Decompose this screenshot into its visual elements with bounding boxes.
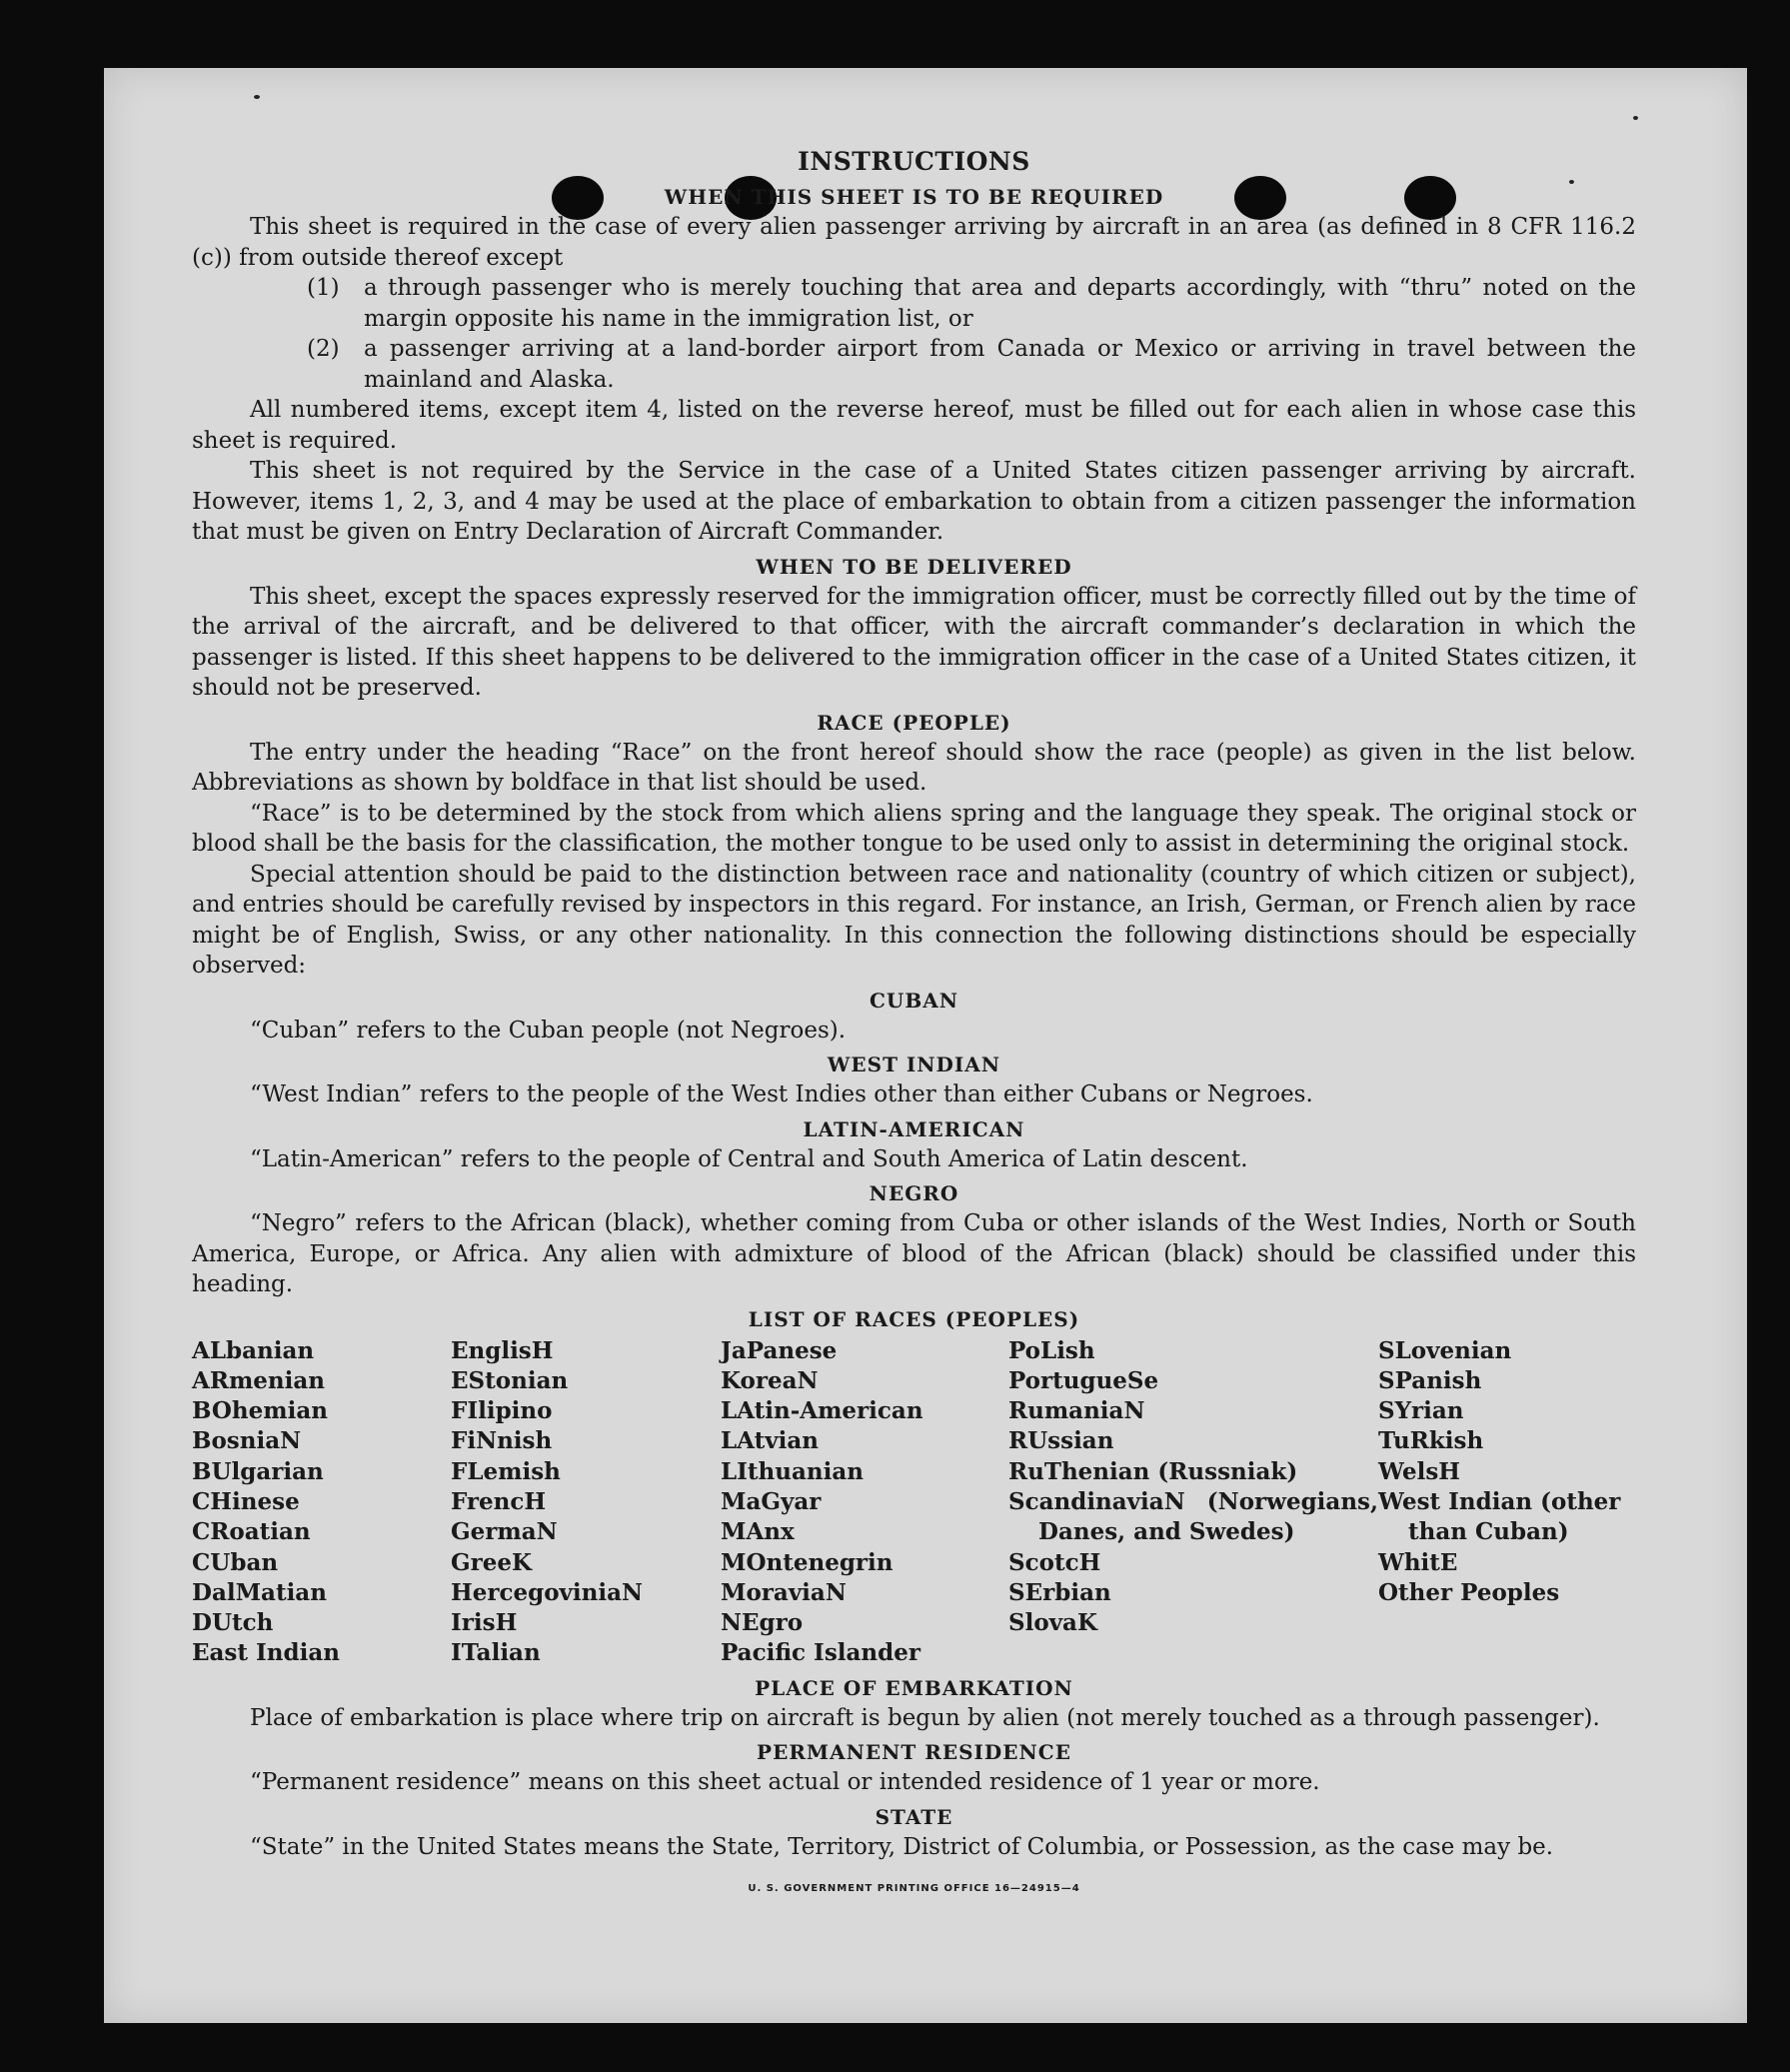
race-entry: SLovenian (1378, 1336, 1512, 1364)
heading-list-of-races: LIST OF RACES (PEOPLES) (748, 1306, 1080, 1331)
race-entry: FLemish (451, 1457, 561, 1485)
race-entry: LAtin-American (721, 1397, 923, 1425)
heading-embarkation: PLACE OF EMBARKATION (755, 1675, 1073, 1700)
paragraph: “West Indian” refers to the people of the West Indies other than either Cubans or Negroes. (250, 1081, 1313, 1107)
heading-west-indian: WEST INDIAN (827, 1052, 1001, 1076)
race-entry: SYrian (1378, 1397, 1464, 1425)
speck (254, 95, 260, 99)
race-entry: LIthuanian (721, 1457, 864, 1485)
paragraph: Special attention should be paid to the distinction between race and nationality (country of which citizen or subject), and entries should be carefully revised by inspectors in this regard. For instance, an Irish, German, or French alien by race might be of English, Swiss, or any other nationality. In this connection the following distinctions should be especially observed: (192, 861, 1636, 979)
race-entry: EStonian (451, 1366, 569, 1394)
race-entry: GreeK (451, 1548, 533, 1576)
race-entry: SErbian (1008, 1578, 1111, 1606)
race-entry: HercegoviniaN (451, 1578, 644, 1606)
race-entry: East Indian (192, 1639, 340, 1667)
heading-when-required: WHEN THIS SHEET IS TO BE REQUIRED (664, 185, 1164, 209)
race-entry: FiNnish (451, 1427, 553, 1455)
races-column (721, 1336, 1008, 1669)
paragraph: “Latin-American” refers to the people of Central and South America of Latin descent. (250, 1145, 1248, 1172)
races-column (1378, 1336, 1636, 1669)
instructions-content (192, 146, 1636, 1905)
race-entry: DUtch (192, 1609, 274, 1637)
heading-when-delivered: WHEN TO BE DELIVERED (756, 554, 1072, 579)
races-column (1008, 1336, 1378, 1669)
race-entry: SPanish (1378, 1366, 1482, 1394)
list-item (307, 334, 1636, 395)
races-column (192, 1336, 451, 1669)
paragraph: “Race” is to be determined by the stock from which aliens spring and the language they speak. The original stock or blood shall be the basis for the classification, the mother tongue to be used only to assist in determining the original stock. (192, 800, 1636, 857)
heading-state: STATE (875, 1804, 953, 1829)
race-entry: CHinese (192, 1487, 300, 1515)
races-column (451, 1336, 721, 1669)
paragraph: “Negro” refers to the African (black), whether coming from Cuba or other islands of the West Indies, North or South America, Europe, or Africa. Any alien with admixture of blood of the African (black) should be classified under this heading. (192, 1210, 1636, 1297)
heading-latin-american: LATIN-AMERICAN (803, 1116, 1025, 1141)
race-entry: RumaniaN (1008, 1397, 1145, 1425)
race-entry: GermaN (451, 1518, 558, 1546)
race-entry: ALbanian (192, 1336, 315, 1364)
race-entry: SlovaK (1008, 1609, 1097, 1637)
race-entry: RuThenian (Russniak) (1008, 1457, 1298, 1485)
race-entry: KoreaN (721, 1366, 819, 1394)
race-entry: JaPanese (721, 1336, 838, 1364)
race-entry: WhitE (1378, 1548, 1458, 1576)
printing-office-imprint: U. S. GOVERNMENT PRINTING OFFICE 16—24915—4 (748, 1883, 1080, 1895)
heading-permanent-residence: PERMANENT RESIDENCE (757, 1740, 1071, 1765)
race-entry: ARmenian (192, 1366, 326, 1394)
race-entry: LAtvian (721, 1427, 819, 1455)
race-entry: RUssian (1008, 1427, 1114, 1455)
item-number: (1) (307, 275, 340, 301)
race-entry: NEgro (721, 1609, 804, 1637)
page-title: INSTRUCTIONS (798, 147, 1030, 176)
paragraph: This sheet is required in the case of every alien passenger arriving by aircraft in an area (as defined in 8 CFR 116.2 (c)) from outside thereof except (192, 214, 1636, 271)
paragraph: All numbered items, except item 4, listed on the reverse hereof, must be filled out for each alien in whose case this sheet is required. (192, 397, 1636, 454)
race-entry: MAnx (721, 1518, 795, 1546)
race-entry: ITalian (451, 1639, 541, 1667)
item-text: a passenger arriving at a land-border airport from Canada or Mexico or arriving in travel between the mainland and Alaska. (364, 336, 1636, 393)
heading-negro: NEGRO (869, 1181, 959, 1205)
race-entry: BOhemian (192, 1397, 328, 1425)
race-entry: BosniaN (192, 1427, 302, 1455)
race-entry: ScotcH (1008, 1548, 1101, 1576)
race-entry: MaGyar (721, 1487, 822, 1515)
races-list (192, 1336, 1636, 1669)
paragraph: This sheet, except the spaces expressly reserved for the immigration officer, must be correctly filled out by the time of the arrival of the aircraft, and be delivered to that officer, with the aircraft commander’s declaration in which the passenger is listed. If this sheet happens to be delivered to the immigration officer in the case of a United States citizen, it should not be preserved. (192, 583, 1636, 701)
race-entry: Pacific Islander (721, 1639, 920, 1667)
race-entry: FIlipino (451, 1397, 553, 1425)
race-entry: DalMatian (192, 1578, 327, 1606)
race-entry: FrencH (451, 1487, 547, 1515)
race-entry: CUban (192, 1548, 279, 1576)
race-entry: MoraviaN (721, 1578, 847, 1606)
race-entry: Other Peoples (1378, 1578, 1560, 1606)
race-entry: PoLish (1008, 1336, 1095, 1364)
race-entry: EnglisH (451, 1336, 554, 1364)
paragraph: “State” in the United States means the State, Territory, District of Columbia, or Possession, as the case may be. (250, 1833, 1554, 1860)
race-entry: IrisH (451, 1609, 518, 1637)
list-item (307, 273, 1636, 334)
heading-race: RACE (PEOPLE) (817, 710, 1011, 735)
paragraph: Place of embarkation is place where trip on aircraft is begun by alien (not merely touched as a through passenger). (250, 1704, 1600, 1731)
race-entry: BUlgarian (192, 1457, 324, 1485)
speck (1633, 116, 1638, 120)
race-entry: MOntenegrin (721, 1548, 894, 1576)
paragraph: This sheet is not required by the Service in the case of a United States citizen passenger arriving by aircraft. However, items 1, 2, 3, and 4 may be used at the place of embarkation to obtain from a citizen passenger the information that must be given on Entry Declaration of Aircraft Commander. (192, 458, 1636, 545)
paragraph: “Cuban” refers to the Cuban people (not Negroes). (250, 1017, 847, 1043)
race-entry: CRoatian (192, 1518, 311, 1546)
race-entry: PortugueSe (1008, 1366, 1159, 1394)
item-text: a through passenger who is merely touching that area and departs accordingly, with “thru” noted on the margin opposite his name in the immigration list, or (364, 275, 1636, 332)
paragraph: The entry under the heading “Race” on the front hereof should show the race (people) as given in the list below. Abbreviations as shown by boldface in that list should be used. (192, 739, 1636, 796)
race-entry: WelsH (1378, 1457, 1461, 1485)
paragraph: “Permanent residence” means on this sheet actual or intended residence of 1 year or more. (250, 1769, 1320, 1796)
race-entry: ScandinaviaN (Norwegians, Danes, and Swedes) (1008, 1487, 1378, 1546)
item-number: (2) (307, 336, 340, 362)
race-entry: West Indian (other than Cuban) (1378, 1487, 1621, 1546)
race-entry: TuRkish (1378, 1427, 1484, 1455)
heading-cuban: CUBAN (869, 988, 959, 1013)
